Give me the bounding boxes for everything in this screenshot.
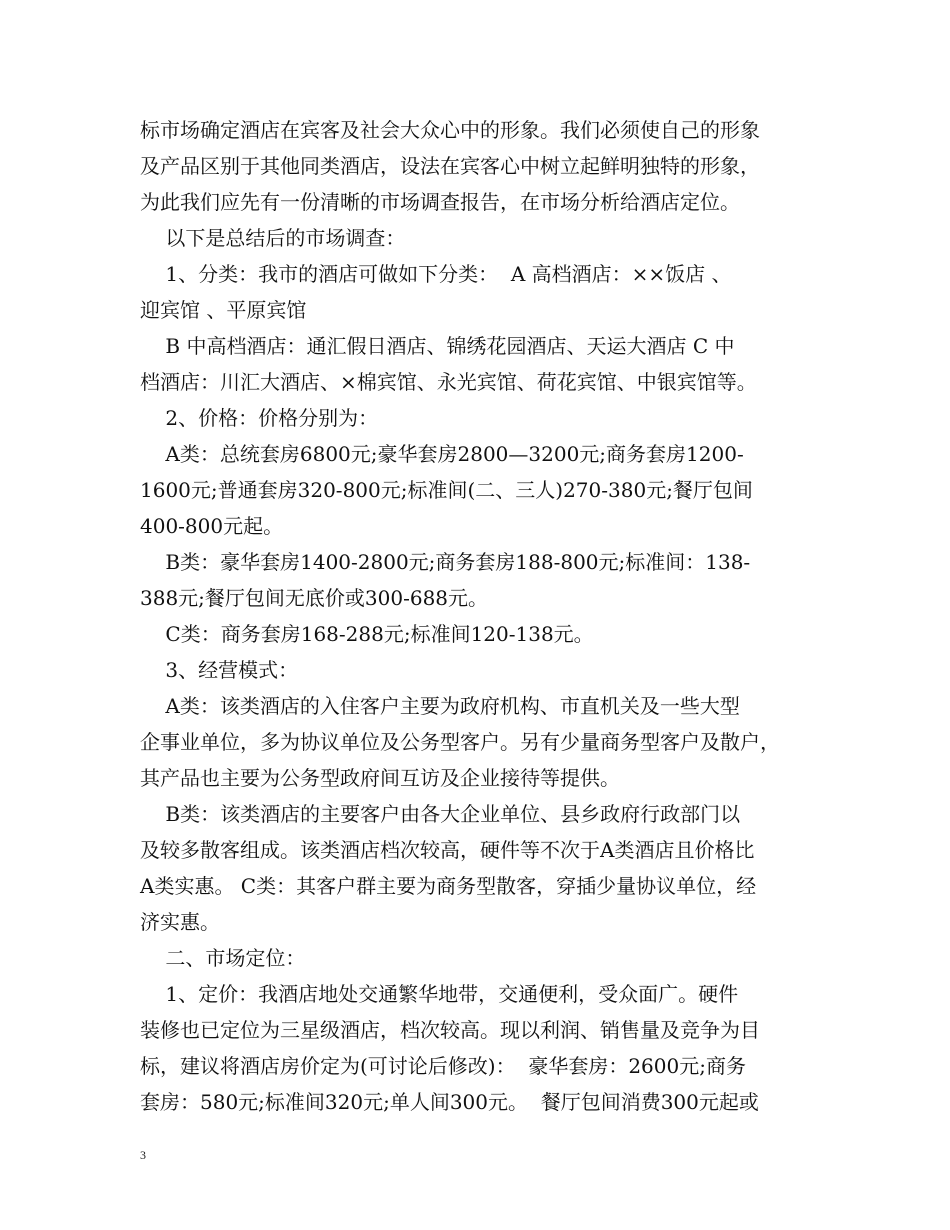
text-line: 1600元;普通套房320-800元;标准间(二、三人)270-380元;餐厅包间 xyxy=(140,478,753,502)
text-line: 400-800元起。 xyxy=(140,514,284,538)
text-line: 标市场确定酒店在宾客及社会大众心中的形象。我们必须使自己的形象 xyxy=(140,118,760,142)
text-line: C类：商务套房168-288元;标准间120-138元。 xyxy=(140,622,594,646)
page-number: 3 xyxy=(140,1148,146,1162)
text-line: 套房：580元;标准间320元;单人间300元。 餐厅包间消费300元起或 xyxy=(140,1090,759,1114)
text-line: 装修也已定位为三星级酒店，档次较高。现以利润、销售量及竞争为目 xyxy=(140,1018,760,1042)
text-line: 迎宾馆 、平原宾馆 xyxy=(140,298,307,322)
text-line: 济实惠。 xyxy=(140,910,220,934)
text-line: B类：该类酒店的主要客户由各大企业单位、县乡政府行政部门以 xyxy=(140,802,741,826)
text-line: 1、定价：我酒店地处交通繁华地带，交通便利，受众面广。硬件 xyxy=(140,982,739,1006)
text-line: B 中高档酒店：通汇假日酒店、锦绣花园酒店、天运大酒店 C 中 xyxy=(140,334,735,358)
text-line: 为此我们应先有一份清晰的市场调查报告，在市场分析给酒店定位。 xyxy=(140,190,740,214)
text-line: A类：该类酒店的入住客户主要为政府机构、市直机关及一些大型 xyxy=(140,694,740,718)
text-line: 388元;餐厅包间无底价或300-688元。 xyxy=(140,586,489,610)
text-line: 3、经营模式： xyxy=(140,658,299,682)
text-line: 1、分类：我市的酒店可做如下分类： A 高档酒店：××饭店 、 xyxy=(140,262,732,286)
text-line: 标，建议将酒店房价定为(可讨论后修改)： 豪华套房：2600元;商务 xyxy=(140,1054,746,1078)
text-line: 及较多散客组成。该类酒店档次较高，硬件等不次于A类酒店且价格比 xyxy=(140,838,755,862)
text-line: 其产品也主要为公务型政府间互访及企业接待等提供。 xyxy=(140,766,620,790)
text-line: 档酒店：川汇大酒店、×棉宾馆、永光宾馆、荷花宾馆、中银宾馆等。 xyxy=(140,370,757,394)
body-text xyxy=(140,112,815,1120)
text-line: 以下是总结后的市场调查： xyxy=(140,226,406,250)
text-line: 二、市场定位： xyxy=(140,946,306,970)
text-line: B类：豪华套房1400-2800元;商务套房188-800元;标准间：138- xyxy=(140,550,751,574)
text-line: A类：总统套房6800元;豪华套房2800—3200元;商务套房1200- xyxy=(140,442,744,466)
text-line: A类实惠。 C类：其客户群主要为商务型散客，穿插少量协议单位，经 xyxy=(140,874,757,898)
text-line: 及产品区别于其他同类酒店，设法在宾客心中树立起鲜明独特的形象， xyxy=(140,154,760,178)
text-line: 企事业单位，多为协议单位及公务型客户。另有少量商务型客户及散户， xyxy=(140,730,780,754)
text-line: 2、价格：价格分别为： xyxy=(140,406,379,430)
